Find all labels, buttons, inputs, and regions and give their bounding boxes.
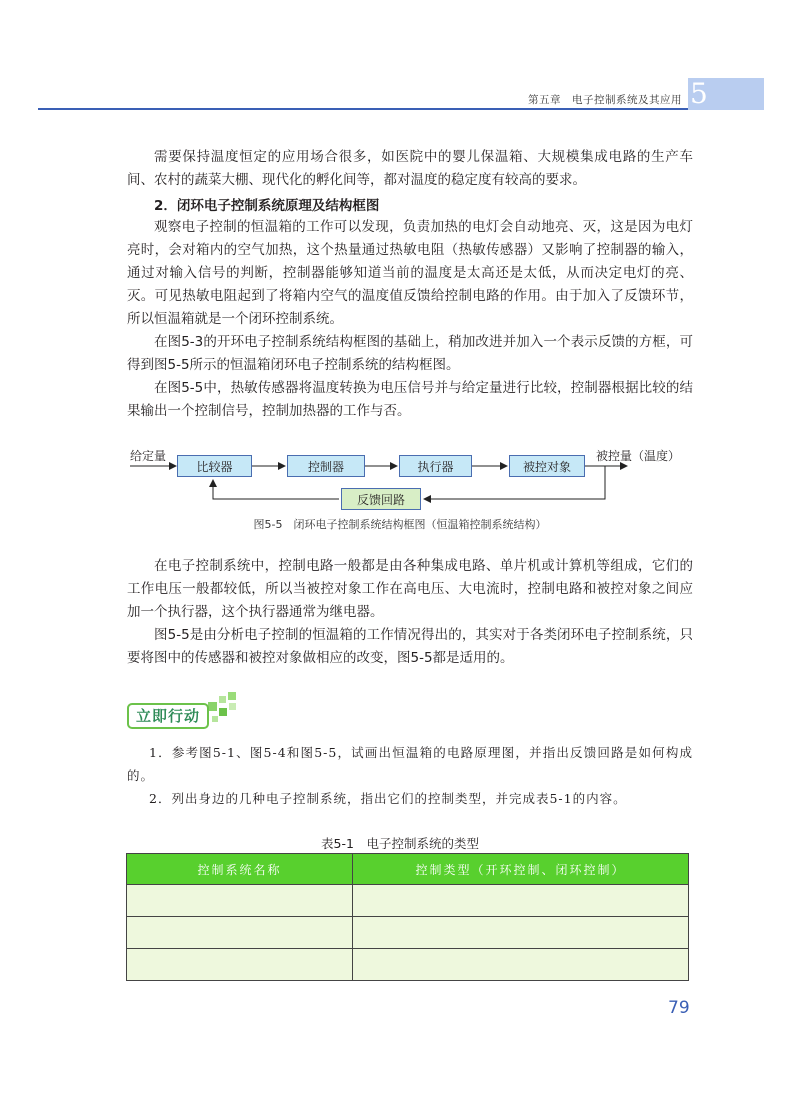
table-cell[interactable]	[127, 885, 353, 917]
block-feedback: 反馈回路	[341, 488, 421, 510]
decor-square	[219, 708, 227, 716]
table-cell[interactable]	[353, 885, 689, 917]
task-1: 1．参考图5-1、图5-4和图5-5，试画出恒温箱的电路原理图，并指出反馈回路是如何构成的。	[127, 745, 693, 783]
block-controller: 控制器	[287, 455, 365, 477]
table-header-row	[127, 854, 689, 885]
input-label: 给定量	[130, 449, 167, 463]
table-cell[interactable]	[353, 949, 689, 981]
decor-square	[219, 696, 226, 703]
action-badge: 立即行动	[127, 703, 209, 729]
table-cell[interactable]	[353, 917, 689, 949]
paragraph-1: 需要保持温度恒定的应用场合很多，如医院中的婴儿保温箱、大规模集成电路的生产车间、农村的蔬菜大棚、现代化的孵化间等，都对温度的稳定度有较高的要求。	[127, 149, 693, 188]
output-label: 被控量（温度）	[596, 449, 681, 463]
decor-square	[212, 716, 218, 722]
decor-square	[229, 703, 236, 710]
control-type-table	[126, 853, 689, 981]
paragraph-6: 图5-5是由分析电子控制的恒温箱的工作情况得出的，其实对于各类闭环电子控制系统，只要将图中的传感器和被控对象做相应的改变，图5-5都是适用的。	[127, 627, 693, 666]
paragraph-4: 在图5-5中，热敏传感器将温度转换为电压信号并与给定量进行比较，控制器根据比较的结果输出一个控制信号，控制加热器的工作与否。	[127, 380, 693, 419]
table-title: 表5-1 电子控制系统的类型	[321, 836, 479, 851]
header-rule	[38, 108, 688, 110]
page-number: 79	[668, 998, 690, 1018]
block-plant: 被控对象	[509, 455, 585, 477]
figure-caption: 图5-5 闭环电子控制系统结构框图（恒温箱控制系统结构）	[253, 518, 547, 531]
section-heading: 2．闭环电子控制系统原理及结构框图	[154, 198, 380, 214]
header-control-type: 控制类型（开环控制、闭环控制）	[353, 854, 689, 885]
table-cell[interactable]	[127, 949, 353, 981]
table-row	[127, 949, 689, 981]
chapter-number: 5	[690, 77, 708, 110]
paragraph-5: 在电子控制系统中，控制电路一般都是由各种集成电路、单片机或计算机等组成，它们的工作电压一般都较低，所以当被控对象工作在高电压、大电流时，控制电路和被控对象之间应加一个执行器，这个执行器通常为继电器。	[127, 558, 693, 620]
block-comparator: 比较器	[177, 455, 252, 477]
header-system-name: 控制系统名称	[127, 854, 353, 885]
running-title: 第五章 电子控制系统及其应用	[528, 94, 682, 106]
table-cell[interactable]	[127, 917, 353, 949]
decor-square	[228, 692, 236, 700]
table-row	[127, 917, 689, 949]
arrow-feedback-out	[213, 480, 339, 499]
paragraph-2: 观察电子控制的恒温箱的工作可以发现，负责加热的电灯会自动地亮、灭，这是因为电灯亮时，会对箱内的空气加热，这个热量通过热敏电阻（热敏传感器）又影响了控制器的输入，通过对输入信号的判断，控制器能够知道当前的温度是太高还是太低，从而决定电灯的亮、灭。可见热敏电阻起到了将箱内空气的温度值反馈给控制电路的作用。由于加入了反馈环节，所以恒温箱就是一个闭环控制系统。	[127, 219, 693, 327]
block-actuator: 执行器	[399, 455, 472, 477]
decor-square	[208, 702, 217, 711]
paragraph-3: 在图5-3的开环电子控制系统结构框图的基础上，稍加改进并加入一个表示反馈的方框，可得到图5-5所示的恒温箱闭环电子控制系统的结构框图。	[127, 334, 693, 373]
task-2: 2．列出身边的几种电子控制系统，指出它们的控制类型，并完成表5-1的内容。	[149, 791, 627, 806]
table-row	[127, 885, 689, 917]
